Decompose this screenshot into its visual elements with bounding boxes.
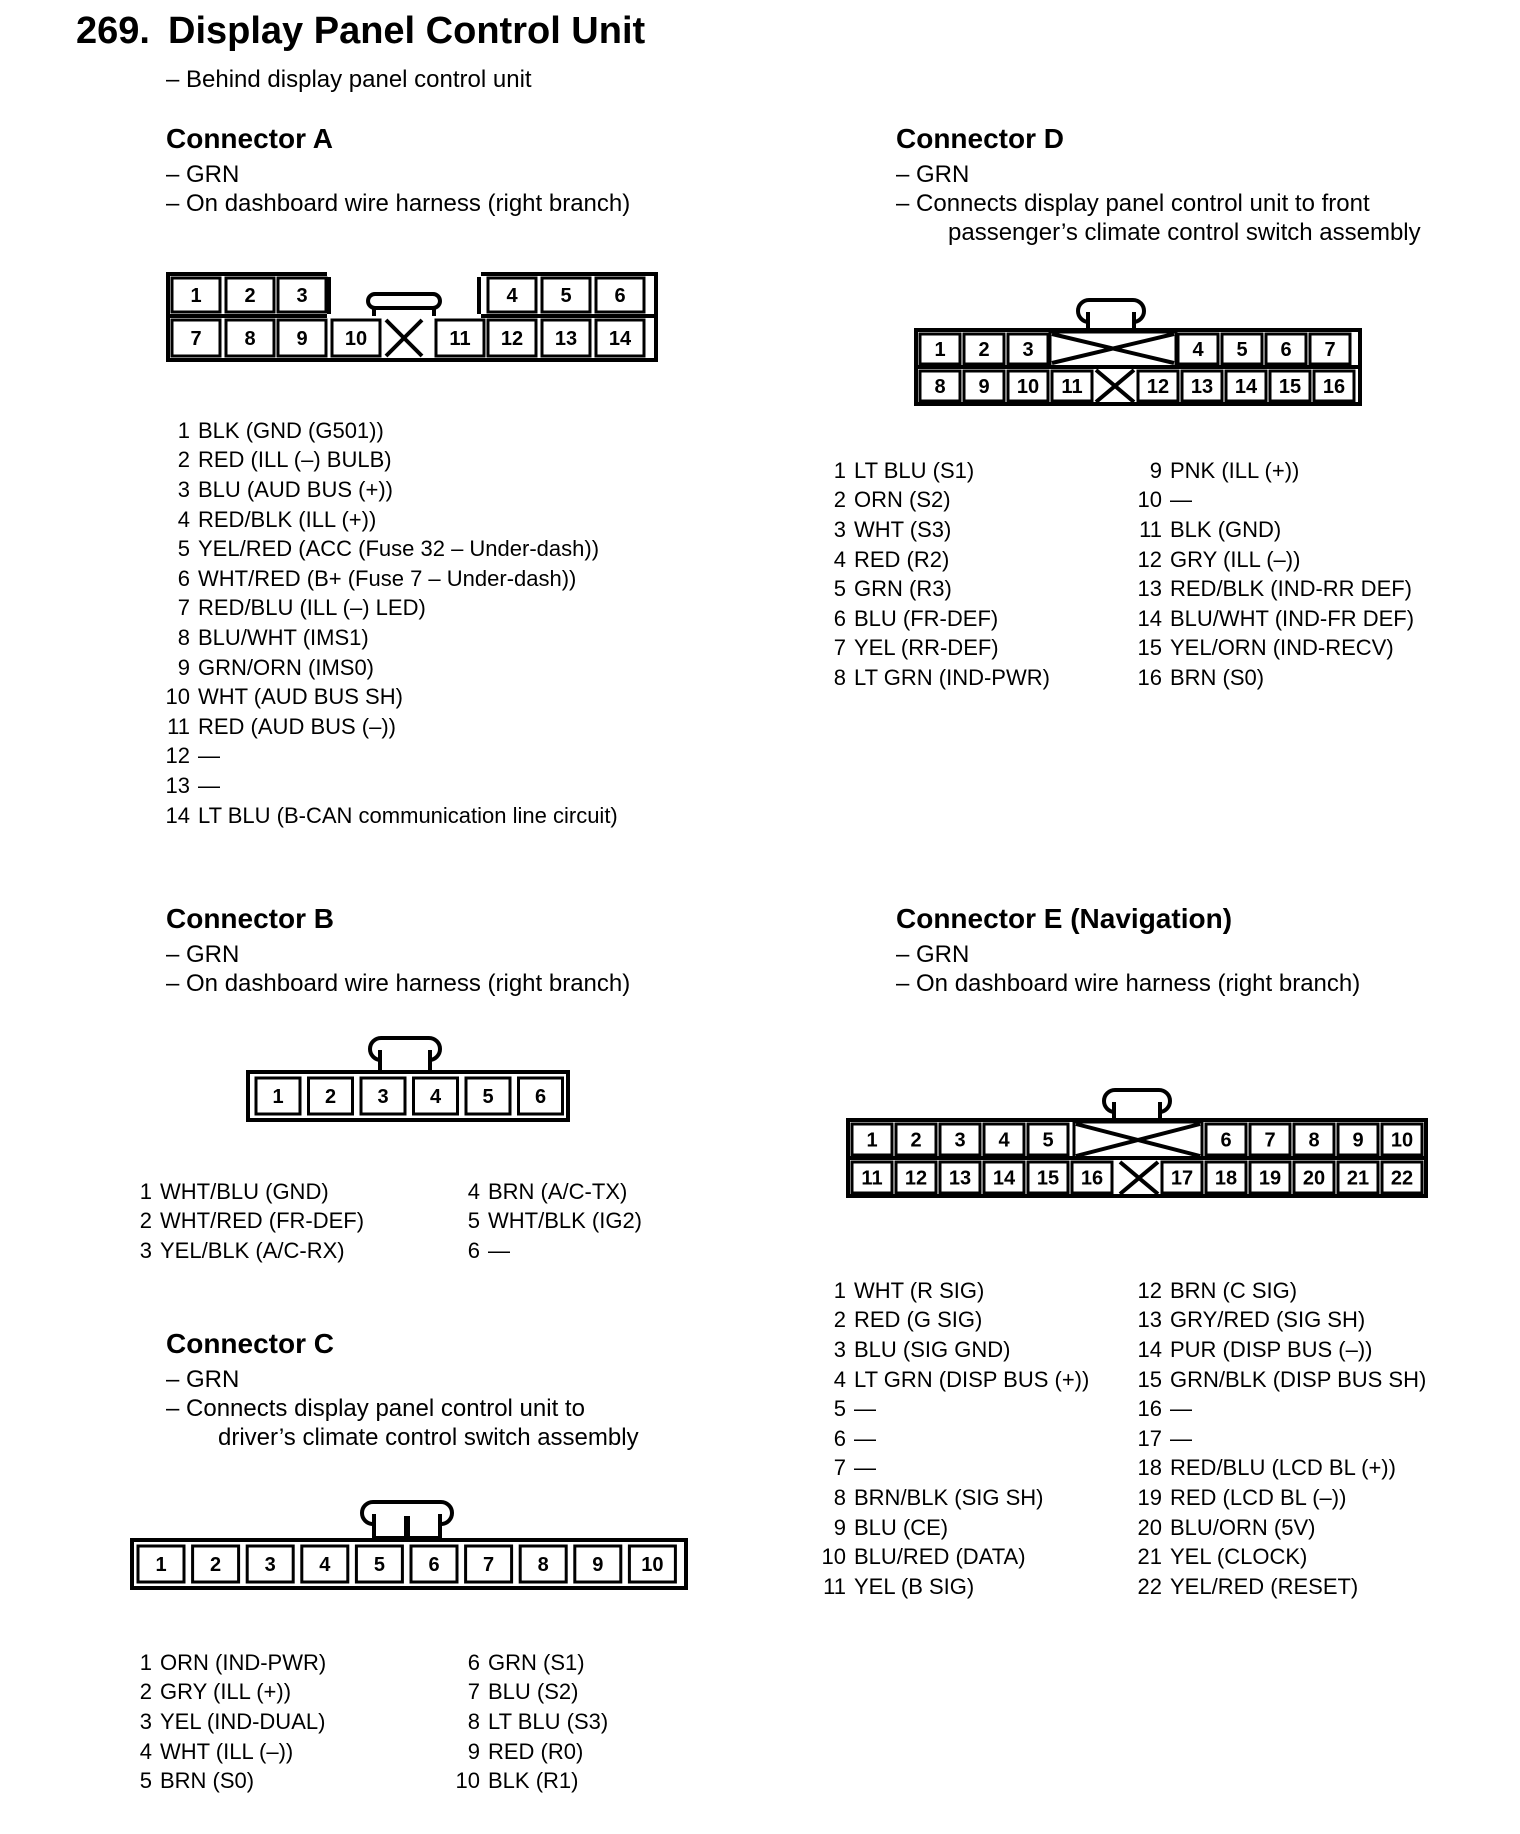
list-item: 5 BRN (S0) <box>139 1768 255 1794</box>
connector-d-pin-6 <box>1266 334 1306 364</box>
connector-e-pin-2 <box>896 1124 936 1155</box>
connector-e-pin-6 <box>1206 1124 1246 1155</box>
list-item: 2 GRY (ILL (+)) <box>139 1679 292 1705</box>
list-item: 10 WHT (AUD BUS SH) <box>165 684 403 710</box>
list-item: 19 RED (LCD BL (–)) <box>1137 1484 1347 1510</box>
list-item: 11 RED (AUD BUS (–)) <box>167 713 397 739</box>
connector-e-pin-4 <box>984 1124 1024 1155</box>
list-item: 16 — <box>1137 1396 1192 1422</box>
list-item: 21 YEL (CLOCK) <box>1137 1544 1308 1570</box>
section-number: 269. <box>76 10 150 52</box>
connector-a-pin-9 <box>278 320 326 356</box>
connector-c-header: Connector C <box>166 1328 334 1359</box>
list-item: 2 WHT/RED (FR-DEF) <box>139 1208 365 1234</box>
svg-text:4: 4 <box>506 285 518 307</box>
connector-b-header: Connector B <box>166 903 334 934</box>
connector-d-description: – Connects display panel control unit to front <box>896 190 1370 217</box>
connector-e-diagram <box>844 1082 1430 1200</box>
list-item: 9 PNK (ILL (+)) <box>1149 457 1300 483</box>
connector-a-pin-14 <box>596 320 644 356</box>
svg-text:17: 17 <box>1170 1167 1194 1190</box>
connector-d-pin-list-right <box>1118 456 1414 693</box>
connector-b-color: – GRN <box>166 941 240 968</box>
svg-text:8: 8 <box>537 1554 549 1576</box>
list-item: 11 YEL (B SIG) <box>823 1573 975 1599</box>
connector-c-notes <box>166 1365 639 1452</box>
connector-e-pin-7 <box>1250 1124 1290 1155</box>
connector-d-color: – GRN <box>896 161 970 188</box>
list-item: 16 BRN (S0) <box>1137 664 1265 690</box>
list-item: 22 YEL/RED (RESET) <box>1137 1573 1359 1599</box>
connector-d-diagram <box>912 292 1364 410</box>
connector-e-pin-19 <box>1250 1162 1290 1193</box>
connector-a-pin-12 <box>488 320 536 356</box>
connector-a-pin-10 <box>332 320 380 356</box>
connector-e-pin-20 <box>1294 1162 1334 1193</box>
connector-d-pin-16 <box>1314 371 1354 401</box>
connector-b-pin-2 <box>309 1078 353 1114</box>
svg-text:16: 16 <box>1080 1167 1104 1190</box>
list-item: 10 BLU/RED (DATA) <box>821 1544 1026 1570</box>
svg-text:3: 3 <box>264 1554 276 1576</box>
list-item: 10 BLK (R1) <box>455 1768 579 1794</box>
connector-d-pin-8 <box>920 371 960 401</box>
connector-b-diagram <box>244 1032 574 1126</box>
connector-e-pin-8 <box>1294 1124 1334 1155</box>
svg-text:6: 6 <box>1280 339 1292 361</box>
connector-a-notes <box>166 160 630 218</box>
connector-b-pin-5 <box>466 1078 510 1114</box>
connector-e-pin-18 <box>1206 1162 1246 1193</box>
connector-e-location: – On dashboard wire harness (right branch) <box>896 970 1361 997</box>
connector-d-pin-11 <box>1052 371 1092 401</box>
connector-e-pin-list-right <box>1118 1276 1426 1602</box>
svg-text:22: 22 <box>1390 1167 1414 1190</box>
connector-e-pin-13 <box>940 1162 980 1193</box>
svg-text:21: 21 <box>1346 1167 1370 1190</box>
connector-a-pin-4 <box>488 278 536 312</box>
svg-text:6: 6 <box>1220 1129 1232 1152</box>
connector-e-pin-5 <box>1028 1124 1068 1155</box>
svg-text:10: 10 <box>1016 376 1040 398</box>
list-item: 4 RED/BLK (ILL (+)) <box>177 506 377 532</box>
list-item: 14 LT BLU (B-CAN communication line circuit) <box>165 802 618 828</box>
list-item: 7 BLU (S2) <box>467 1679 579 1705</box>
connector-c-diagram <box>128 1496 692 1594</box>
connector-a-pin-11 <box>436 320 484 356</box>
svg-text:6: 6 <box>614 285 626 307</box>
svg-text:6: 6 <box>534 1086 547 1108</box>
connector-b-notes <box>166 940 630 998</box>
connector-a-pin-2 <box>226 278 274 312</box>
connector-a-header: Connector A <box>166 123 333 154</box>
list-item: 6 — <box>467 1237 510 1263</box>
list-item: 3 BLU (AUD BUS (+)) <box>177 476 393 502</box>
svg-text:10: 10 <box>641 1554 664 1576</box>
svg-text:2: 2 <box>324 1086 337 1108</box>
connector-a-pin-6 <box>596 278 644 312</box>
connector-d-pin-2 <box>964 334 1004 364</box>
list-item: 1 BLK (GND (G501)) <box>177 417 384 443</box>
connector-b-pin-4 <box>414 1078 458 1114</box>
connector-c-pin-10 <box>629 1546 675 1582</box>
connector-d-pin-list-left <box>816 456 1050 693</box>
connector-a-pin-1 <box>172 278 220 312</box>
list-item: 6 — <box>833 1425 876 1451</box>
svg-text:5: 5 <box>373 1554 385 1576</box>
connector-e-pin-list-left <box>816 1276 1089 1602</box>
svg-text:12: 12 <box>904 1167 928 1190</box>
svg-text:4: 4 <box>319 1554 331 1576</box>
connector-a-location: – On dashboard wire harness (right branch) <box>166 190 631 217</box>
svg-text:3: 3 <box>1022 339 1034 361</box>
list-item: 1 WHT (R SIG) <box>833 1277 985 1303</box>
svg-text:3: 3 <box>296 285 308 307</box>
svg-text:15: 15 <box>1036 1167 1060 1190</box>
connector-e-pin-21 <box>1338 1162 1378 1193</box>
connector-c-description-cont: driver’s climate control switch assembly <box>218 1424 639 1451</box>
list-item: 13 RED/BLK (IND-RR DEF) <box>1137 576 1413 602</box>
svg-text:1: 1 <box>272 1086 284 1108</box>
connector-e-pin-12 <box>896 1162 936 1193</box>
list-item: 4 BRN (A/C-TX) <box>467 1178 628 1204</box>
svg-text:5: 5 <box>560 285 572 307</box>
svg-text:7: 7 <box>1264 1129 1276 1152</box>
svg-text:13: 13 <box>1190 376 1214 398</box>
list-item: 8 LT GRN (IND-PWR) <box>833 664 1050 690</box>
svg-text:6: 6 <box>428 1554 440 1576</box>
connector-d-pin-12 <box>1138 371 1178 401</box>
svg-text:3: 3 <box>377 1086 389 1108</box>
svg-text:2: 2 <box>210 1554 222 1576</box>
connector-e-pin-14 <box>984 1162 1024 1193</box>
list-item: 6 GRN (S1) <box>467 1649 585 1675</box>
connector-c-pin-4 <box>302 1546 348 1582</box>
connector-e-pin-16 <box>1072 1162 1112 1193</box>
svg-text:1: 1 <box>866 1129 878 1152</box>
svg-text:19: 19 <box>1258 1167 1282 1190</box>
unit-location: – Behind display panel control unit <box>166 66 532 93</box>
svg-text:14: 14 <box>608 328 632 350</box>
connector-c-pin-9 <box>575 1546 621 1582</box>
svg-text:2: 2 <box>910 1129 922 1152</box>
connector-c-pin-2 <box>193 1546 239 1582</box>
connector-a-pin-3 <box>278 278 326 312</box>
svg-text:9: 9 <box>1352 1129 1364 1152</box>
connector-d-pin-7 <box>1310 334 1350 364</box>
connector-b-pin-6 <box>519 1078 563 1114</box>
list-item: 4 RED (R2) <box>833 546 950 572</box>
list-item: 1 WHT/BLU (GND) <box>139 1178 329 1204</box>
list-item: 15 YEL/ORN (IND-RECV) <box>1137 635 1394 661</box>
connector-e-pin-15 <box>1028 1162 1068 1193</box>
svg-text:11: 11 <box>449 328 471 350</box>
list-item: 8 BLU/WHT (IMS1) <box>177 624 369 650</box>
list-item: 9 RED (R0) <box>467 1738 584 1764</box>
list-item: 6 WHT/RED (B+ (Fuse 7 – Under-dash)) <box>177 565 577 591</box>
connector-a-color: – GRN <box>166 161 240 188</box>
svg-text:11: 11 <box>1061 376 1083 398</box>
connector-c-color: – GRN <box>166 1366 240 1393</box>
connector-d-notes <box>896 160 1421 247</box>
list-item: 3 YEL (IND-DUAL) <box>139 1708 326 1734</box>
svg-text:8: 8 <box>934 376 946 398</box>
connector-d-pin-1 <box>920 334 960 364</box>
connector-b-pin-3 <box>361 1078 405 1114</box>
svg-text:4: 4 <box>998 1129 1010 1152</box>
connector-c-pin-1 <box>138 1546 184 1582</box>
connector-d-description-cont: passenger’s climate control switch assembly <box>948 219 1421 246</box>
connector-c-pin-6 <box>411 1546 457 1582</box>
list-item: 7 RED/BLU (ILL (–) LED) <box>177 595 426 621</box>
list-item: 9 BLU (CE) <box>833 1514 949 1540</box>
list-item: 1 LT BLU (S1) <box>833 457 975 483</box>
svg-text:9: 9 <box>978 376 990 398</box>
connector-b-pin-1 <box>256 1078 300 1114</box>
svg-text:1: 1 <box>155 1554 167 1576</box>
list-item: 12 — <box>165 743 220 769</box>
svg-text:10: 10 <box>344 328 368 350</box>
connector-d-pin-4 <box>1178 334 1218 364</box>
connector-e-notes <box>896 940 1360 998</box>
svg-text:14: 14 <box>1234 376 1258 398</box>
list-item: 5 WHT/BLK (IG2) <box>467 1208 643 1234</box>
svg-text:4: 4 <box>1192 339 1204 361</box>
svg-text:7: 7 <box>1324 339 1336 361</box>
list-item: 20 BLU/ORN (5V) <box>1137 1514 1316 1540</box>
svg-text:11: 11 <box>861 1167 883 1190</box>
connector-d-pin-5 <box>1222 334 1262 364</box>
list-item: 5 GRN (R3) <box>833 576 952 602</box>
connector-e-pin-22 <box>1382 1162 1422 1193</box>
list-item: 9 GRN/ORN (IMS0) <box>177 654 374 680</box>
list-item: 7 — <box>833 1455 876 1481</box>
connector-b-pin-list-right <box>450 1177 642 1266</box>
connector-e-pin-17 <box>1162 1162 1202 1193</box>
connector-d-pin-9 <box>964 371 1004 401</box>
connector-c-pin-7 <box>466 1546 512 1582</box>
connector-c-pin-8 <box>520 1546 566 1582</box>
svg-text:12: 12 <box>1146 376 1170 398</box>
svg-text:13: 13 <box>554 328 578 350</box>
svg-text:2: 2 <box>244 285 256 307</box>
svg-text:13: 13 <box>948 1167 972 1190</box>
svg-text:14: 14 <box>992 1167 1016 1190</box>
connector-e-pin-3 <box>940 1124 980 1155</box>
list-item: 10 — <box>1137 487 1192 513</box>
svg-text:20: 20 <box>1302 1167 1326 1190</box>
svg-text:16: 16 <box>1322 376 1346 398</box>
svg-text:7: 7 <box>483 1554 495 1576</box>
connector-b-pin-list-left <box>122 1177 364 1266</box>
list-item: 18 RED/BLU (LCD BL (+)) <box>1137 1455 1396 1481</box>
list-item: 2 RED (ILL (–) BULB) <box>177 447 392 473</box>
connector-a-pin-7 <box>172 320 220 356</box>
svg-text:5: 5 <box>1236 339 1248 361</box>
connector-e-header: Connector E (Navigation) <box>896 903 1233 934</box>
list-item: 8 LT BLU (S3) <box>467 1708 609 1734</box>
list-item: 4 LT GRN (DISP BUS (+)) <box>833 1366 1090 1392</box>
list-item: 12 GRY (ILL (–)) <box>1137 546 1301 572</box>
list-item: 2 RED (G SIG) <box>833 1307 983 1333</box>
connector-d-pin-3 <box>1008 334 1048 364</box>
svg-text:8: 8 <box>244 328 256 350</box>
connector-e-pin-1 <box>852 1124 892 1155</box>
svg-text:5: 5 <box>1042 1129 1054 1152</box>
connector-a-diagram <box>164 270 666 368</box>
connector-c-pin-list-left <box>122 1648 326 1796</box>
list-item: 3 YEL/BLK (A/C-RX) <box>139 1237 345 1263</box>
list-item: 3 WHT (S3) <box>833 516 952 542</box>
svg-text:9: 9 <box>592 1554 604 1576</box>
list-item: 5 — <box>833 1396 876 1422</box>
list-item: 14 PUR (DISP BUS (–)) <box>1137 1336 1373 1362</box>
connector-d-pin-13 <box>1182 371 1222 401</box>
svg-text:4: 4 <box>429 1086 442 1108</box>
connector-d-header: Connector D <box>896 123 1064 154</box>
list-item: 12 BRN (C SIG) <box>1137 1277 1298 1303</box>
list-item: 17 — <box>1137 1425 1192 1451</box>
connector-a-pin-13 <box>542 320 590 356</box>
connector-d-pin-10 <box>1008 371 1048 401</box>
list-item: 13 GRY/RED (SIG SH) <box>1137 1307 1366 1333</box>
list-item: 2 ORN (S2) <box>833 487 951 513</box>
connector-a-pin-8 <box>226 320 274 356</box>
list-item: 6 BLU (FR-DEF) <box>833 605 999 631</box>
svg-text:9: 9 <box>296 328 308 350</box>
list-item: 13 — <box>165 772 220 798</box>
svg-text:8: 8 <box>1308 1129 1320 1152</box>
connector-d-pin-15 <box>1270 371 1310 401</box>
list-item: 7 YEL (RR-DEF) <box>833 635 999 661</box>
connector-c-pin-3 <box>247 1546 293 1582</box>
connector-e-pin-11 <box>852 1162 892 1193</box>
connector-a-pin-list <box>160 416 618 830</box>
connector-c-description: – Connects display panel control unit to <box>166 1395 585 1422</box>
svg-text:18: 18 <box>1214 1167 1238 1190</box>
connector-a-pin-5 <box>542 278 590 312</box>
svg-text:15: 15 <box>1278 376 1302 398</box>
svg-text:2: 2 <box>978 339 990 361</box>
svg-text:5: 5 <box>482 1086 494 1108</box>
list-item: 3 BLU (SIG GND) <box>833 1336 1011 1362</box>
svg-text:10: 10 <box>1390 1129 1414 1152</box>
list-item: 11 BLK (GND) <box>1139 516 1282 542</box>
connector-d-pin-14 <box>1226 371 1266 401</box>
list-item: 1 ORN (IND-PWR) <box>139 1649 327 1675</box>
connector-c-pin-list-right <box>450 1648 608 1796</box>
svg-text:1: 1 <box>934 339 946 361</box>
svg-text:3: 3 <box>954 1129 966 1152</box>
connector-c-pin-5 <box>356 1546 402 1582</box>
svg-text:12: 12 <box>500 328 524 350</box>
list-item: 5 YEL/RED (ACC (Fuse 32 – Under-dash)) <box>177 536 600 562</box>
list-item: 8 BRN/BLK (SIG SH) <box>833 1484 1044 1510</box>
connector-e-pin-9 <box>1338 1124 1378 1155</box>
page-title <box>76 10 645 53</box>
list-item: 4 WHT (ILL (–)) <box>139 1738 294 1764</box>
connector-b-location: – On dashboard wire harness (right branch) <box>166 970 631 997</box>
section-title: Display Panel Control Unit <box>168 10 646 52</box>
connector-e-pin-10 <box>1382 1124 1422 1155</box>
svg-text:7: 7 <box>190 328 202 350</box>
list-item: 14 BLU/WHT (IND-FR DEF) <box>1137 605 1415 631</box>
list-item: 15 GRN/BLK (DISP BUS SH) <box>1137 1366 1427 1392</box>
connector-e-color: – GRN <box>896 941 970 968</box>
svg-text:1: 1 <box>190 285 202 307</box>
